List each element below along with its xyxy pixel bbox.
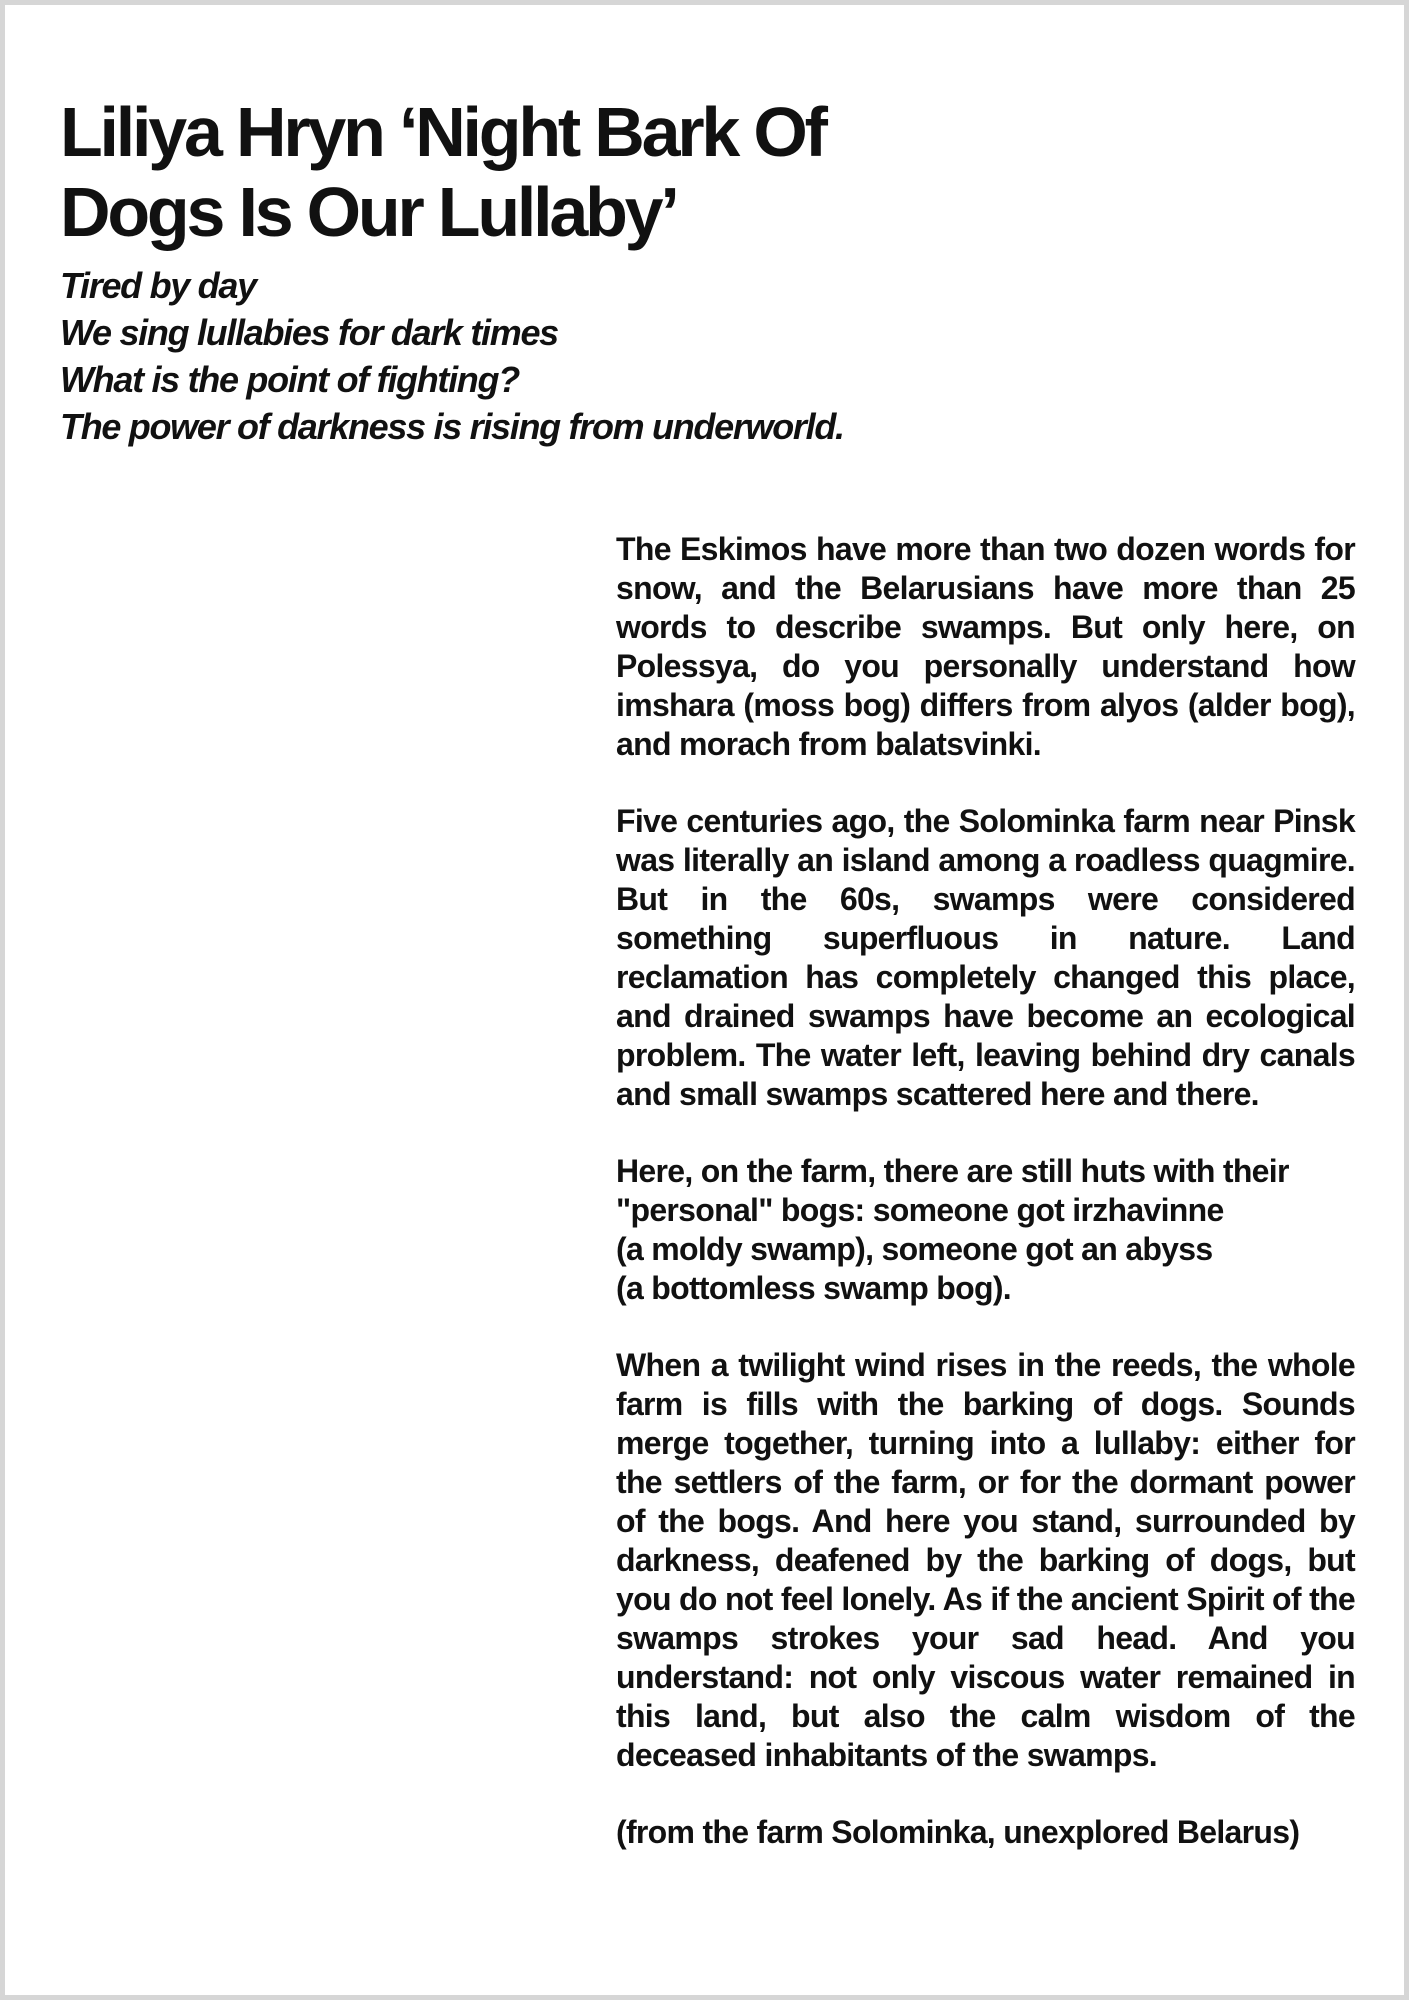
title-line-1: Liliya Hryn ‘Night Bark Of <box>60 93 825 171</box>
epigraph-line-1: Tired by day <box>60 265 256 306</box>
epigraph <box>60 262 1060 450</box>
body-column <box>616 530 1355 1852</box>
paragraph-personal-bogs-line-3: (a moldy swamp), someone got an abyss <box>616 1231 1213 1267</box>
title-line-2: Dogs Is Our Lullaby’ <box>60 173 677 251</box>
epigraph-line-3: What is the point of fighting? <box>60 359 519 400</box>
paragraph-personal-bogs-line-4: (a bottomless swamp bog). <box>616 1270 1011 1306</box>
paragraph-twilight-lullaby: When a twilight wind rises in the reeds, the whole farm is fills with the barking of dogs. Sounds merge together, turning into a lullaby: either for the settlers of the farm, or for the dormant power of the bogs. And here you stand, surrounded by darkness, deafened by the barking of dogs, but you do not feel lonely. As if the ancient Spirit of the swamps strokes your sad head. And you understand: not only viscous water remained in this land, but also the calm wisdom of the deceased inhabitants of the swamps. <box>616 1347 1355 1773</box>
signature: (from the farm Solominka, unexplored Belarus) <box>616 1814 1300 1850</box>
paragraph-personal-bogs <box>616 1152 1355 1308</box>
epigraph-line-4: The power of darkness is rising from underworld. <box>60 406 844 447</box>
paragraph-swamp-words: The Eskimos have more than two dozen words for snow, and the Belarusians have more than 25 words to describe swamps. But only here, on Polessya, do you personally understand how imshara (moss bog) differs from alyos (alder bog), and morach from balatsvinki. <box>616 531 1355 762</box>
paragraph-solominka-history: Five centuries ago, the Solominka farm near Pinsk was literally an island among a roadless quagmire. But in the 60s, swamps were considered something superfluous in nature. Land reclamation has completely changed this place, and drained swamps have become an ecological problem. The water left, leaving behind dry canals and small swamps scattered here and there. <box>616 803 1355 1112</box>
paragraph-personal-bogs-line-1: Here, on the farm, there are still huts with their <box>616 1153 1289 1189</box>
paragraph-personal-bogs-line-2: "personal" bogs: someone got irzhavinne <box>616 1192 1224 1228</box>
page-title <box>60 92 1060 252</box>
epigraph-line-2: We sing lullabies for dark times <box>60 312 558 353</box>
